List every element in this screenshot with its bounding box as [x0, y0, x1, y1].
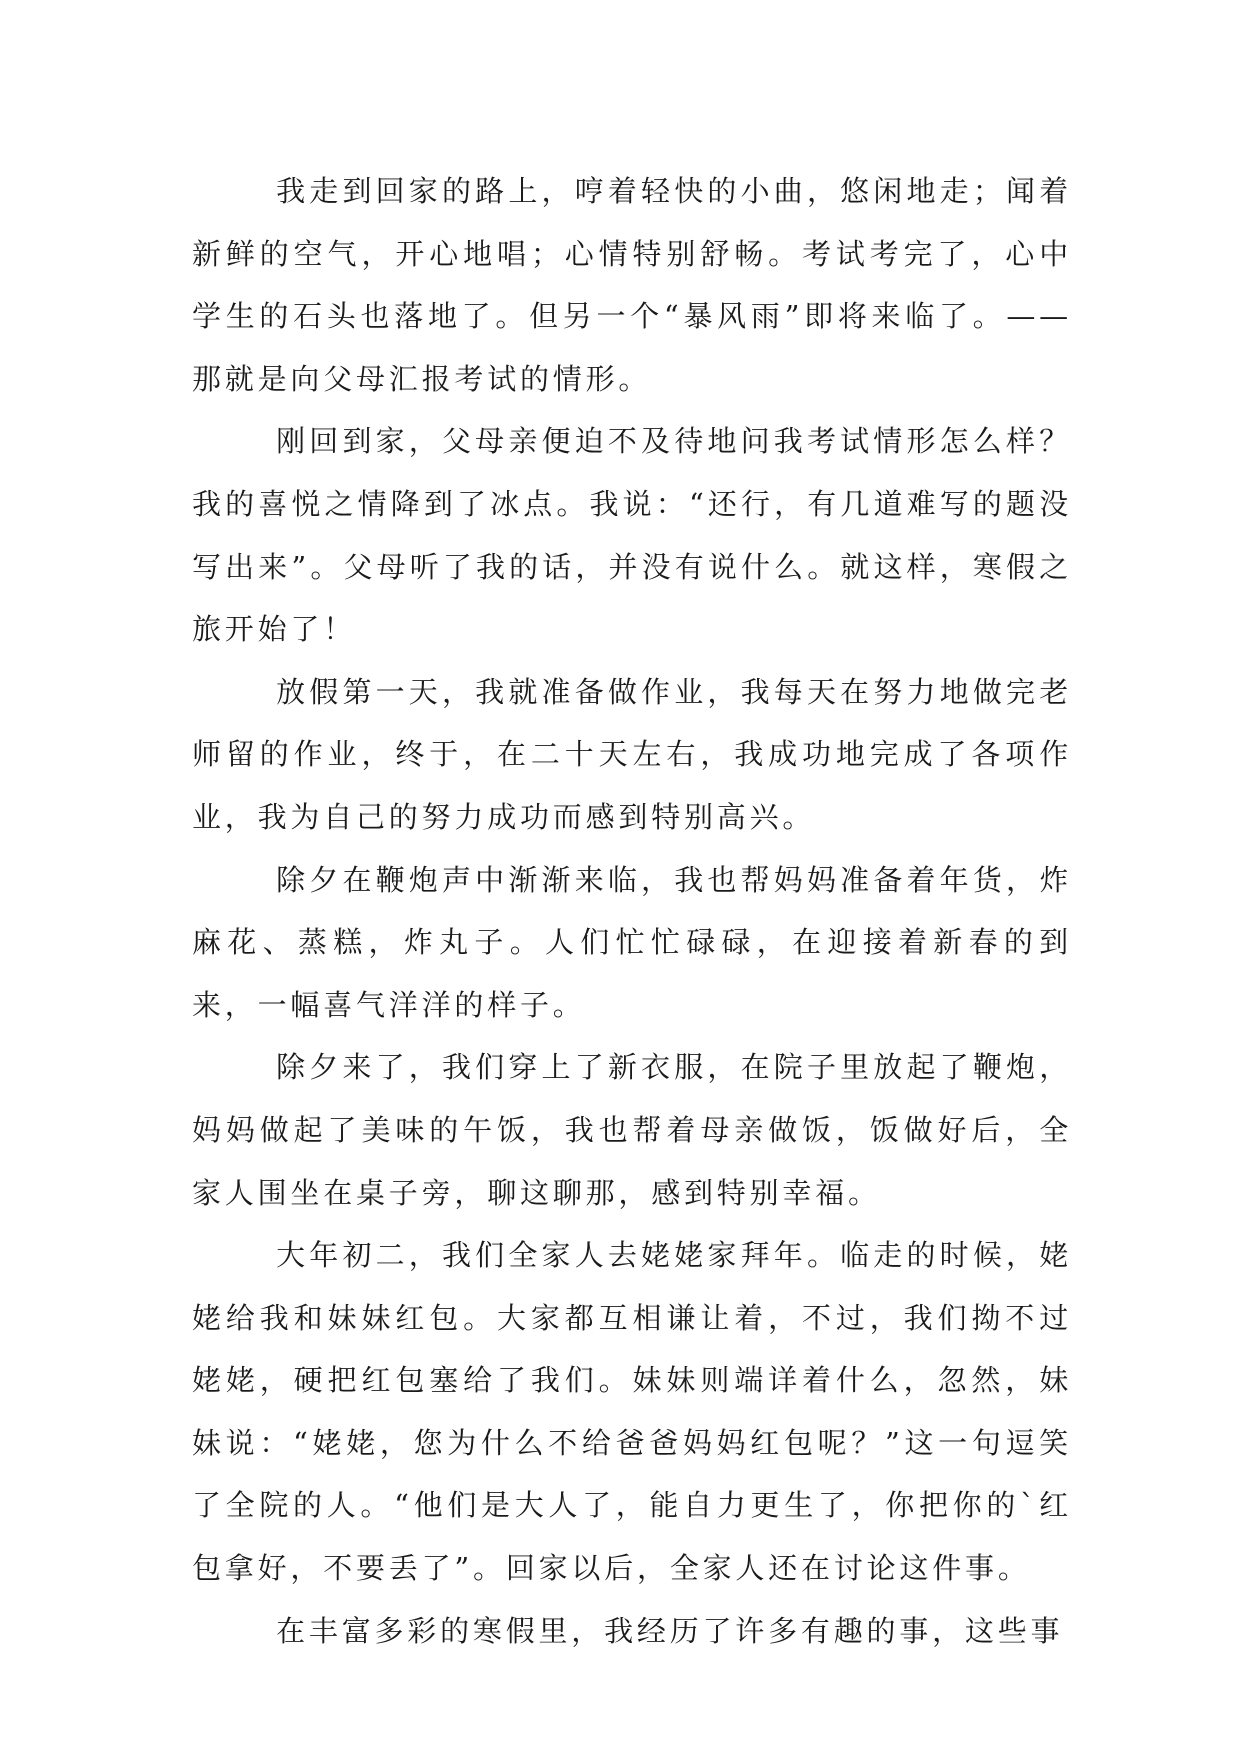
- body-text: [192, 160, 1072, 1662]
- paragraph-2: 刚回到家，父母亲便迫不及待地问我考试情形怎么样？我的喜悦之情降到了冰点。我说：“还行，有几道难写的题没写出来”。父母听了我的话，并没有说什么。就这样，寒假之旅开始了！: [192, 424, 1072, 647]
- paragraph-5: 除夕来了，我们穿上了新衣服，在院子里放起了鞭炮，妈妈做起了美味的午饭，我也帮着母亲做饭，饭做好后，全家人围坐在桌子旁，聊这聊那，感到特别幸福。: [192, 1050, 1072, 1210]
- paragraph-1: 我走到回家的路上，哼着轻快的小曲，悠闲地走；闻着新鲜的空气，开心地唱；心情特别舒畅。考试考完了，心中学生的石头也落地了。但另一个“暴风雨”即将来临了。——那就是向父母汇报考试的情形。: [192, 174, 1072, 396]
- paragraph-3: 放假第一天，我就准备做作业，我每天在努力地做完老师留的作业，终于，在二十天左右，我成功地完成了各项作业，我为自己的努力成功而感到特别高兴。: [192, 674, 1072, 834]
- paragraph-6: 大年初二，我们全家人去姥姥家拜年。临走的时候，姥姥给我和妹妹红包。大家都互相谦让着，不过，我们拗不过姥姥，硬把红包塞给了我们。妹妹则端详着什么，忽然，妹妹说：“姥姥，您为什么不给爸爸妈妈红包呢？”这一句逗笑了全院的人。“他们是大人了，能自力更生了，你把你的`红包拿好，不要丢了”。回家以后，全家人还在讨论这件事。: [192, 1238, 1072, 1586]
- paragraph-7: 在丰富多彩的寒假里，我经历了许多有趣的事，这些事: [276, 1613, 1064, 1648]
- paragraph-4: 除夕在鞭炮声中渐渐来临，我也帮妈妈准备着年货，炸麻花、蒸糕，炸丸子。人们忙忙碌碌，在迎接着新春的到来，一幅喜气洋洋的样子。: [192, 862, 1072, 1022]
